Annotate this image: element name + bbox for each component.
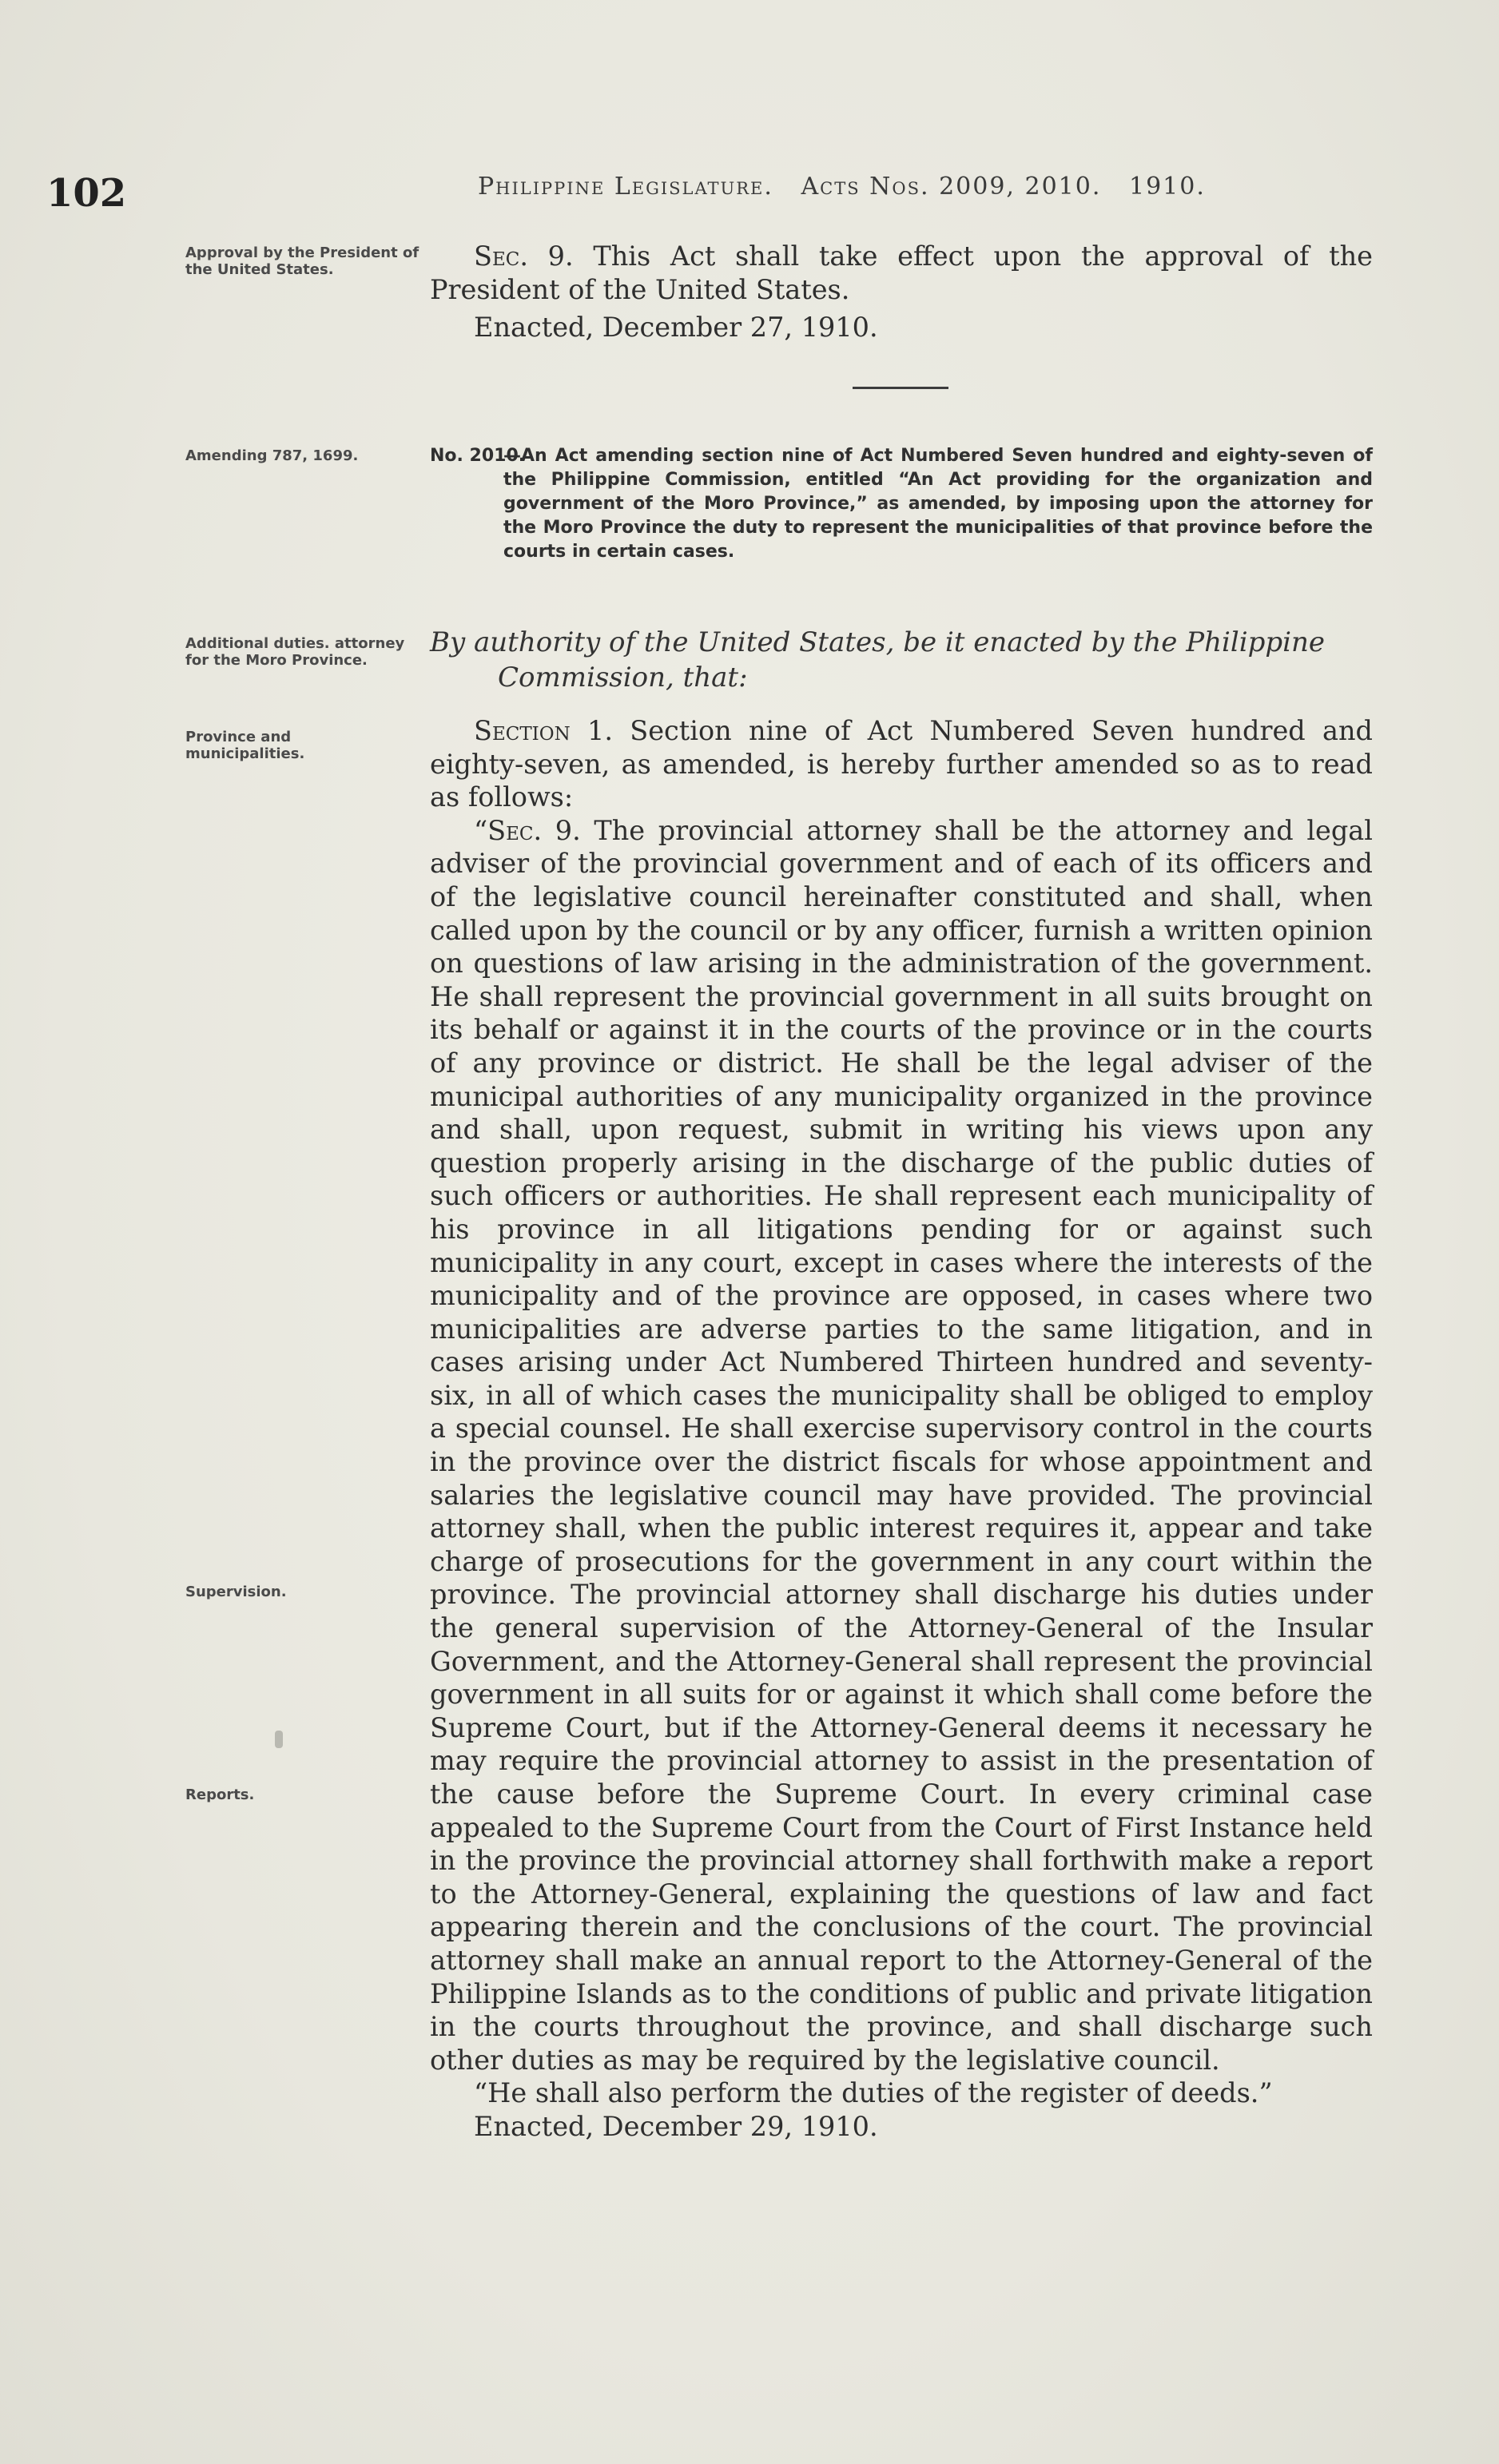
enacting-clause-line-2: Commission, that:: [498, 662, 748, 693]
margin-note-additional-duties: Additional duties. attorney for the Moro Province.: [185, 635, 405, 669]
act-2010-body: [430, 714, 1373, 2144]
page-speck: [275, 1731, 283, 1748]
margin-note-amending: Amending 787, 1699.: [185, 447, 359, 464]
quoted-section-9-label: “Sec. 9.: [474, 814, 581, 846]
running-head-acts: Acts Nos. 2009, 2010.: [801, 173, 1102, 201]
margin-note-supervision: Supervision.: [185, 1584, 287, 1600]
act-2010-heading: [430, 444, 1373, 564]
page-number: 102: [46, 171, 127, 216]
quoted-section-9-text: The provincial attorney shall be the attorney and legal adviser of the provincial government and of each of its officers and of the legislative council hereinafter constituted and shall, when called upon by the council or by any officer, furnish a written opinion on questions of law arising in the administration of the government. He shall represent the provincial government in all suits brought on its behalf or against it in the courts of the province or in the courts of any province or district. He shall be the legal adviser of the municipal authorities of any municipality organized in the province and shall, upon request, submit in writing his views upon any question properly arising in the discharge of the public duties of such officers or authorities. He shall represent each municipality of his province in all litigations pending for or against such municipality in any court, except in cases where the interests of the municipality and of the province are opposed, in cases where two municipalities are adverse parties to the same litigation, and in cases arising under Act Numbered Thirteen hundred and seventy-six, in all of which cases the municipality shall be obliged to employ a special counsel. He shall exercise supervisory control in the courts in the province over the district fiscals for whose appointment and salaries the legislative council may have provided. The provincial attorney shall, when the public interest requires it, appear and take charge of prosecutions for the government in any court within the province. The provincial attorney shall discharge his duties under the general supervision of the Attorney-General of the Insular Government, and the Attorney-General shall represent the provincial government in all suits for or against it which shall come before the Supreme Court, but if the Attorney-General deems it necessary he may require the provincial attorney to assist in the presentation of the cause before the Supreme Court. In every criminal case appealed to the Supreme Court from the Court of First Instance held in the province the provincial attorney shall forthwith make a report to the Attorney-General, explaining the questions of law and fact appearing therein and the conclusions of the court. The provincial attorney shall make an annual report to the Attorney-General of the Philippine Islands as to the conditions of public and private litigation in the courts throughout the province, and shall discharge such other duties as may be required by the legislative council.: [430, 814, 1373, 2076]
act-2009-section-9: [430, 240, 1373, 344]
act-2010-enacted: Enacted, December 29, 1910.: [474, 2110, 878, 2142]
section-1-label: Section 1.: [474, 715, 613, 746]
act-2010-title: —An Act amending section nine of Act Numbered Seven hundred and eighty-seven of the Philippine Commission, entitled “An Act providing for the organization and government of the Moro Province,” as amended, by imposing upon the attorney for the Moro Province the duty to represent the municipalities of that province before the courts in certain cases.: [503, 446, 1373, 562]
section-divider: [853, 387, 948, 389]
margin-note-province: Province and municipalities.: [185, 729, 305, 762]
closing-paragraph: “He shall also perform the duties of the register of deeds.”: [474, 2077, 1273, 2109]
enacting-clause: [430, 625, 1373, 695]
margin-note-approval: Approval by the President of the United States.: [185, 244, 419, 278]
act-2009-section-label: Sec. 9.: [474, 240, 574, 272]
quoted-section-9-paragraph: [430, 814, 1373, 2077]
section-1-paragraph: [430, 714, 1373, 814]
margin-note-reports: Reports.: [185, 1786, 255, 1803]
enacting-clause-line-1: By authority of the United States, be it enacted by the Philippine: [430, 626, 1326, 658]
act-2009-section-text: This Act shall take effect upon the approval of the President of the United States.: [430, 240, 1373, 305]
running-head-year: 1910.: [1129, 173, 1206, 201]
running-head: [478, 173, 1206, 201]
running-head-publication: Philippine Legislature.: [478, 173, 773, 201]
section-1-text: Section nine of Act Numbered Seven hundred and eighty-seven, as amended, is hereby further amended so as to read as follows:: [430, 715, 1373, 813]
act-2009-enacted: Enacted, December 27, 1910.: [474, 312, 878, 344]
act-2010-number: No. 2010.: [430, 446, 526, 466]
